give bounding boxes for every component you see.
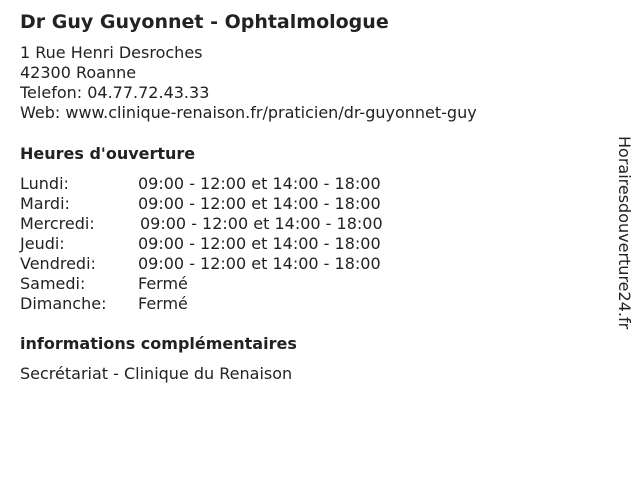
day-label: Lundi: — [20, 174, 69, 193]
day-label: Jeudi: — [20, 234, 65, 253]
phone-number: Telefon: 04.77.72.43.33 — [20, 83, 210, 102]
website: Web: www.clinique-renaison.fr/praticien/dr-guyonnet-guy — [20, 103, 477, 122]
info-text: Secrétariat - Clinique du Renaison — [20, 364, 293, 383]
street-address: 1 Rue Henri Desroches — [20, 43, 203, 62]
page-title: Dr Guy Guyonnet - Ophtalmologue — [20, 11, 389, 33]
time-value: Fermé — [138, 294, 188, 313]
time-value: Fermé — [138, 274, 188, 293]
day-label: Vendredi: — [20, 254, 96, 273]
address-block — [20, 43, 477, 123]
city: 42300 Roanne — [20, 63, 137, 82]
time-value: 09:00 - 12:00 et 14:00 - 18:00 — [138, 254, 381, 273]
time-value: 09:00 - 12:00 et 14:00 - 18:00 — [138, 194, 381, 213]
watermark — [614, 136, 636, 346]
day-label: Samedi: — [20, 274, 86, 293]
time-value: 09:00 - 12:00 et 14:00 - 18:00 — [138, 174, 381, 193]
day-label: Mercredi: — [20, 214, 95, 233]
info-heading: informations complémentaires — [20, 334, 297, 353]
time-value: 09:00 - 12:00 et 14:00 - 18:00 — [138, 234, 381, 253]
watermark-text: Horairesdouverture24.fr — [615, 136, 634, 330]
hours-heading: Heures d'ouverture — [20, 144, 196, 163]
day-label: Dimanche: — [20, 294, 107, 313]
time-value: 09:00 - 12:00 et 14:00 - 18:00 — [140, 214, 383, 233]
day-label: Mardi: — [20, 194, 70, 213]
